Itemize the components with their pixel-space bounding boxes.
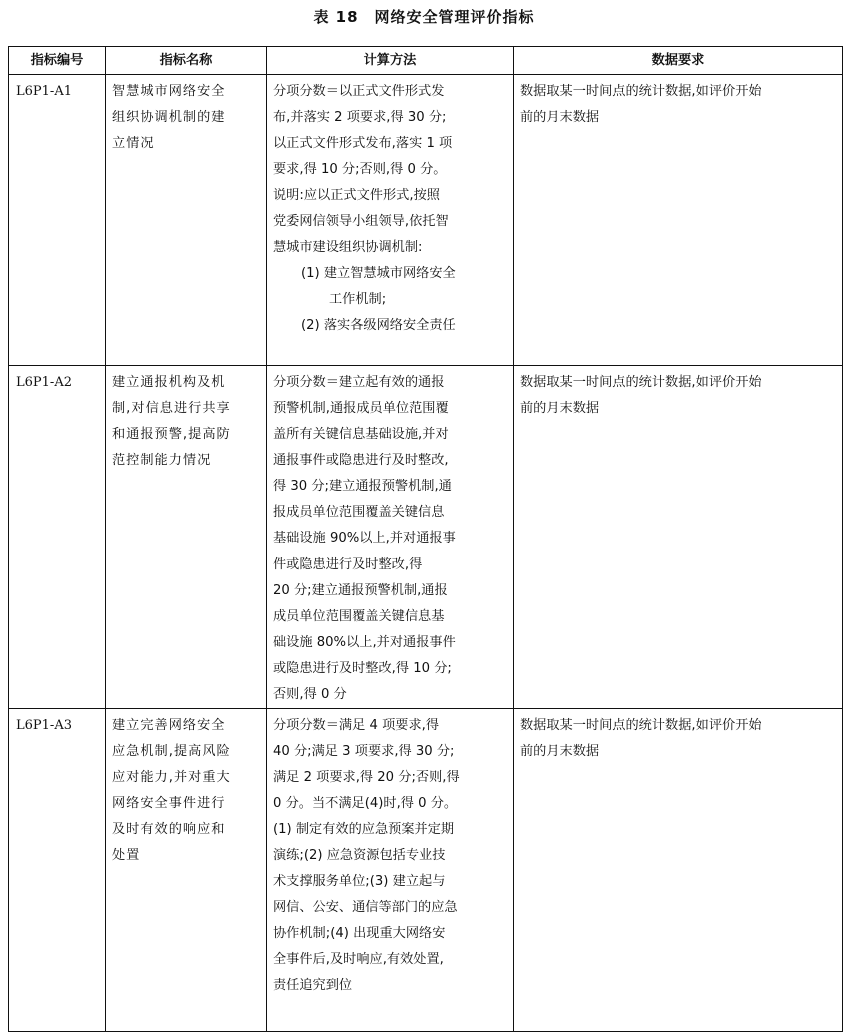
text-line: 前的月末数据 bbox=[520, 744, 600, 759]
text-line: 建立通报机构及机 bbox=[112, 375, 226, 390]
table-row bbox=[9, 709, 843, 1032]
text-line: 应对能力,并对重大 bbox=[112, 770, 231, 785]
cell-name bbox=[106, 709, 267, 1032]
cell-name bbox=[106, 366, 267, 709]
text-line: 组织协调机制的建 bbox=[112, 110, 226, 125]
text-line: 制,对信息进行共享 bbox=[112, 401, 231, 416]
text-line: 0 分。当不满足(4)时,得 0 分。 bbox=[273, 796, 458, 811]
text-line: 通报事件或隐患进行及时整改, bbox=[273, 453, 449, 468]
text-line: 否则,得 0 分 bbox=[273, 687, 347, 702]
text-line: 分项分数＝建立起有效的通报 bbox=[273, 375, 445, 390]
cell-code: L6P1-A3 bbox=[9, 709, 106, 1032]
text-line: 40 分;满足 3 项要求,得 30 分; bbox=[273, 744, 455, 759]
text-line: 前的月末数据 bbox=[520, 401, 600, 416]
cell-method bbox=[267, 366, 514, 709]
cell-data bbox=[514, 366, 843, 709]
text-line: 预警机制,通报成员单位范围覆 bbox=[273, 401, 449, 416]
text-line: (2) 落实各级网络安全责任 bbox=[301, 318, 456, 333]
text-line: 说明:应以正式文件形式,按照 bbox=[273, 188, 440, 203]
evaluation-table bbox=[8, 46, 843, 1032]
cell-code: L6P1-A1 bbox=[9, 75, 106, 366]
text-line: 协作机制;(4) 出现重大网络安 bbox=[273, 926, 446, 941]
text-line: 党委网信领导小组领导,依托智 bbox=[273, 214, 449, 229]
text-line: 全事件后,及时响应,有效处置, bbox=[273, 952, 444, 967]
text-line: 或隐患进行及时整改,得 10 分; bbox=[273, 661, 452, 676]
header-name: 指标名称 bbox=[106, 47, 267, 75]
text-line: 分项分数＝以正式文件形式发 bbox=[273, 84, 445, 99]
table-row bbox=[9, 75, 843, 366]
cell-data bbox=[514, 709, 843, 1032]
text-line: 和通报预警,提高防 bbox=[112, 427, 231, 442]
text-line: 网络安全事件进行 bbox=[112, 796, 226, 811]
header-method: 计算方法 bbox=[267, 47, 514, 75]
text-line: 工作机制; bbox=[329, 292, 387, 307]
text-line: 布,并落实 2 项要求,得 30 分; bbox=[273, 110, 447, 125]
text-line: 网信、公安、通信等部门的应急 bbox=[273, 900, 458, 915]
text-line: 术支撑服务单位;(3) 建立起与 bbox=[273, 874, 446, 889]
text-line: 满足 2 项要求,得 20 分;否则,得 bbox=[273, 770, 460, 785]
cell-method bbox=[267, 709, 514, 1032]
text-line: 责任追究到位 bbox=[273, 978, 353, 993]
text-line: 得 30 分;建立通报预警机制,通 bbox=[273, 479, 452, 494]
table-row bbox=[9, 366, 843, 709]
text-line: 应急机制,提高风险 bbox=[112, 744, 231, 759]
text-line: 立情况 bbox=[112, 136, 155, 151]
cell-name bbox=[106, 75, 267, 366]
text-line: 报成员单位范围覆盖关键信息 bbox=[273, 505, 445, 520]
text-line: (1) 制定有效的应急预案并定期 bbox=[273, 822, 455, 837]
text-line: 要求,得 10 分;否则,得 0 分。 bbox=[273, 162, 447, 177]
text-line: 20 分;建立通报预警机制,通报 bbox=[273, 583, 448, 598]
text-line: (1) 建立智慧城市网络安全 bbox=[301, 266, 456, 281]
text-line: 基础设施 90%以上,并对通报事 bbox=[273, 531, 456, 546]
text-line: 础设施 80%以上,并对通报事件 bbox=[273, 635, 456, 650]
text-line: 处置 bbox=[112, 848, 141, 863]
header-data: 数据要求 bbox=[514, 47, 843, 75]
text-line: 分项分数＝满足 4 项要求,得 bbox=[273, 718, 440, 733]
header-code: 指标编号 bbox=[9, 47, 106, 75]
text-line: 范控制能力情况 bbox=[112, 453, 212, 468]
cell-data bbox=[514, 75, 843, 366]
text-line: 成员单位范围覆盖关键信息基 bbox=[273, 609, 445, 624]
text-line: 前的月末数据 bbox=[520, 110, 600, 125]
text-line: 演练;(2) 应急资源包括专业技 bbox=[273, 848, 446, 863]
header-row bbox=[9, 47, 843, 75]
text-line: 件或隐患进行及时整改,得 bbox=[273, 557, 423, 572]
text-line: 盖所有关键信息基础设施,并对 bbox=[273, 427, 449, 442]
text-line: 慧城市建设组织协调机制: bbox=[273, 240, 423, 255]
text-line: 数据取某一时间点的统计数据,如评价开始 bbox=[520, 718, 762, 733]
cell-method bbox=[267, 75, 514, 366]
text-line: 建立完善网络安全 bbox=[112, 718, 226, 733]
cell-code: L6P1-A2 bbox=[9, 366, 106, 709]
text-line: 及时有效的响应和 bbox=[112, 822, 226, 837]
text-line: 数据取某一时间点的统计数据,如评价开始 bbox=[520, 375, 762, 390]
text-line: 以正式文件形式发布,落实 1 项 bbox=[273, 136, 453, 151]
text-line: 数据取某一时间点的统计数据,如评价开始 bbox=[520, 84, 762, 99]
text-line: 智慧城市网络安全 bbox=[112, 84, 226, 99]
table-title: 表 18 网络安全管理评价指标 bbox=[313, 8, 535, 26]
